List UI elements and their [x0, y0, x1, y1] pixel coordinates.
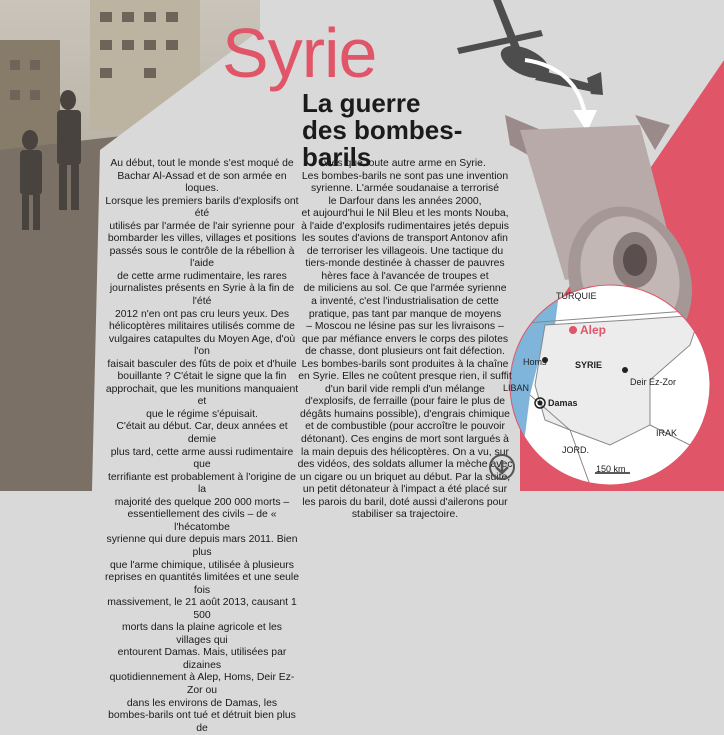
map-label-damas: Damas: [548, 398, 578, 408]
article-line: utilisés par l'armée de l'air syrienne pour: [109, 220, 295, 232]
article-column-1: [104, 158, 300, 735]
article-line: terrifiante est probablement à l'origine de la: [108, 471, 296, 496]
article-line: C'était au début. Car, deux années et demie: [116, 421, 288, 446]
article-line: en Syrie. Elles ne coûtent presque rien, il suffit: [298, 371, 512, 383]
article-line: plus tard, cette arme aussi rudimentaire que: [110, 446, 294, 471]
article-line: vulgaires catapultes du Moyen Age, d'où l'on: [108, 333, 296, 358]
article-line: bouillante ? C'était le signe que la fin: [117, 371, 287, 383]
article-line: – Moscou ne lésine pas sur les livraisons –: [306, 321, 504, 333]
article-line: bombarder les villes, villages et positions: [107, 233, 297, 245]
map-label-turquie: TURQUIE: [556, 291, 597, 301]
article-line: Au début, tout le monde s'est moqué de: [110, 158, 294, 169]
article-line: un cigare ou un briquet au début. Par la suite,: [299, 471, 511, 483]
article-line: d'un baril vide rempli d'un mélange: [325, 383, 485, 395]
article-line: stabiliser sa trajectoire.: [351, 509, 459, 521]
barrel-bomb-icon: [505, 110, 690, 300]
article-line: dégâts humains possible), d'engrais chimique: [300, 408, 510, 420]
map-scale-label: 150 km: [596, 464, 626, 474]
article-line: 2012 n'en ont pas cru leurs yeux. Des: [114, 308, 290, 320]
article-line: et de combustible (pour accroître le pouvoir: [305, 421, 505, 433]
article-line: hères face à l'avancée de troupes et: [321, 270, 489, 282]
article-line: approchait, que les munitions manquaient et: [105, 383, 299, 408]
article-line: que l'arme chimique, utilisée à plusieurs: [110, 559, 294, 571]
article-line: et aujourd'hui le Nil Bleu et les monts Nouba,: [301, 208, 509, 220]
article-line: Bachar Al-Assad et de son armée en loques.: [117, 170, 287, 195]
article-line: a inventé, c'est l'industrialisation de cette: [311, 296, 499, 308]
article-line: Les bombes-barils sont produites à la chaîne: [301, 358, 509, 370]
article-line: majorité des quelque 200 000 morts –: [114, 496, 290, 508]
map-label-alep: Alep: [580, 323, 607, 337]
subtitle-line-2: des bombes-barils: [302, 115, 463, 172]
article-line: massivement, le 21 août 2013, causant 1 500: [107, 597, 297, 621]
article-line: d'explosifs, de ferraille (pour faire le plus de: [304, 396, 506, 408]
map-label-syrie: SYRIE: [575, 360, 603, 370]
article-line: quotidiennement à Alep, Homs, Deir Ez-Zor ou: [109, 672, 295, 696]
page-title: Syrie: [222, 14, 377, 92]
map-label-deir: Deir Ez-Zor: [630, 377, 677, 387]
subtitle-line-1: La guerre: [302, 88, 421, 118]
article-line: Lorsque les premiers barils d'explosifs ont été: [105, 195, 299, 220]
article-line: la main depuis des hélicoptères. On a vu, sur: [301, 446, 509, 458]
article-line: syrienne. L'armée soudanaise a terrorisé: [311, 183, 499, 195]
alep-marker: [569, 326, 577, 334]
article-line: faisait basculer des fûts de poix et d'huile: [107, 358, 297, 370]
deir-marker: [622, 367, 628, 373]
article-line: bombes-barils ont tué et détruit bien plus de: [108, 710, 296, 734]
map-label-jord: JORD.: [562, 445, 589, 455]
article-line: journalistes présents en Syrie à la fin de l'été: [109, 283, 295, 308]
article-line: reprises en quantités limitées et une seule fois: [104, 572, 300, 596]
article-line: les soutes d'avions de transport Antonov afin: [302, 233, 508, 245]
article-line: Les bombes-barils ne sont pas une invention: [301, 170, 509, 182]
article-line: de terroriser les villageois. Une tactique du: [306, 245, 504, 257]
article-line: pratique, pas tant par manque de moyens: [308, 308, 502, 320]
article-line: de chasse, dont plusieurs ont fait défection.: [305, 346, 505, 358]
article-line: de miliciens au sol. Ce que l'armée syrienne: [303, 283, 507, 295]
article-line: syrienne qui dure depuis mars 2011. Bien plus: [106, 534, 298, 558]
article-line: essentiellement des civils – de « l'hécatombe: [127, 509, 277, 533]
article-line: le Darfour dans les années 2000,: [328, 195, 482, 207]
down-arrow-circle-icon[interactable]: [488, 453, 516, 481]
article-line: que par méfiance envers le corps des pilotes: [301, 333, 509, 345]
syria-map: [500, 285, 710, 485]
article-column-2: [292, 158, 518, 522]
map-label-irak: IRAK: [656, 428, 678, 438]
article-line: entourent Damas. Mais, utilisées par dizaines: [117, 647, 287, 671]
article-line: à l'aide d'explosifs rudimentaires jetés depuis: [301, 220, 509, 232]
article-line: que le régime s'épuisait.: [146, 408, 258, 420]
article-line: des vidéos, des soldats allumer la mèche avec: [297, 459, 513, 471]
map-label-liban: LIBAN: [503, 383, 530, 393]
article-line: hélicoptères militaires utilisés comme de: [109, 321, 295, 333]
article-line: de cette arme rudimentaire, les rares: [117, 270, 287, 282]
article-line: passés sous le contrôle de la rébellion à l'aide: [109, 245, 295, 270]
map-label-homs: Homs: [523, 357, 547, 367]
article-line: morts dans la plaine agricole et les villages qui: [122, 622, 282, 646]
article-line: détonant). Ces engins de mort sont largués à: [301, 434, 509, 446]
article-line: dans les environs de Damas, les: [126, 697, 278, 709]
article-line: vies que toute autre arme en Syrie.: [324, 158, 486, 169]
article-line: tiers-monde destinée à chasser de pauvres: [305, 258, 505, 270]
article-line: les parois du baril, doté aussi d'ailerons pour: [302, 496, 508, 508]
article-line: un petit détonateur à l'impact a été placé sur: [302, 484, 508, 496]
